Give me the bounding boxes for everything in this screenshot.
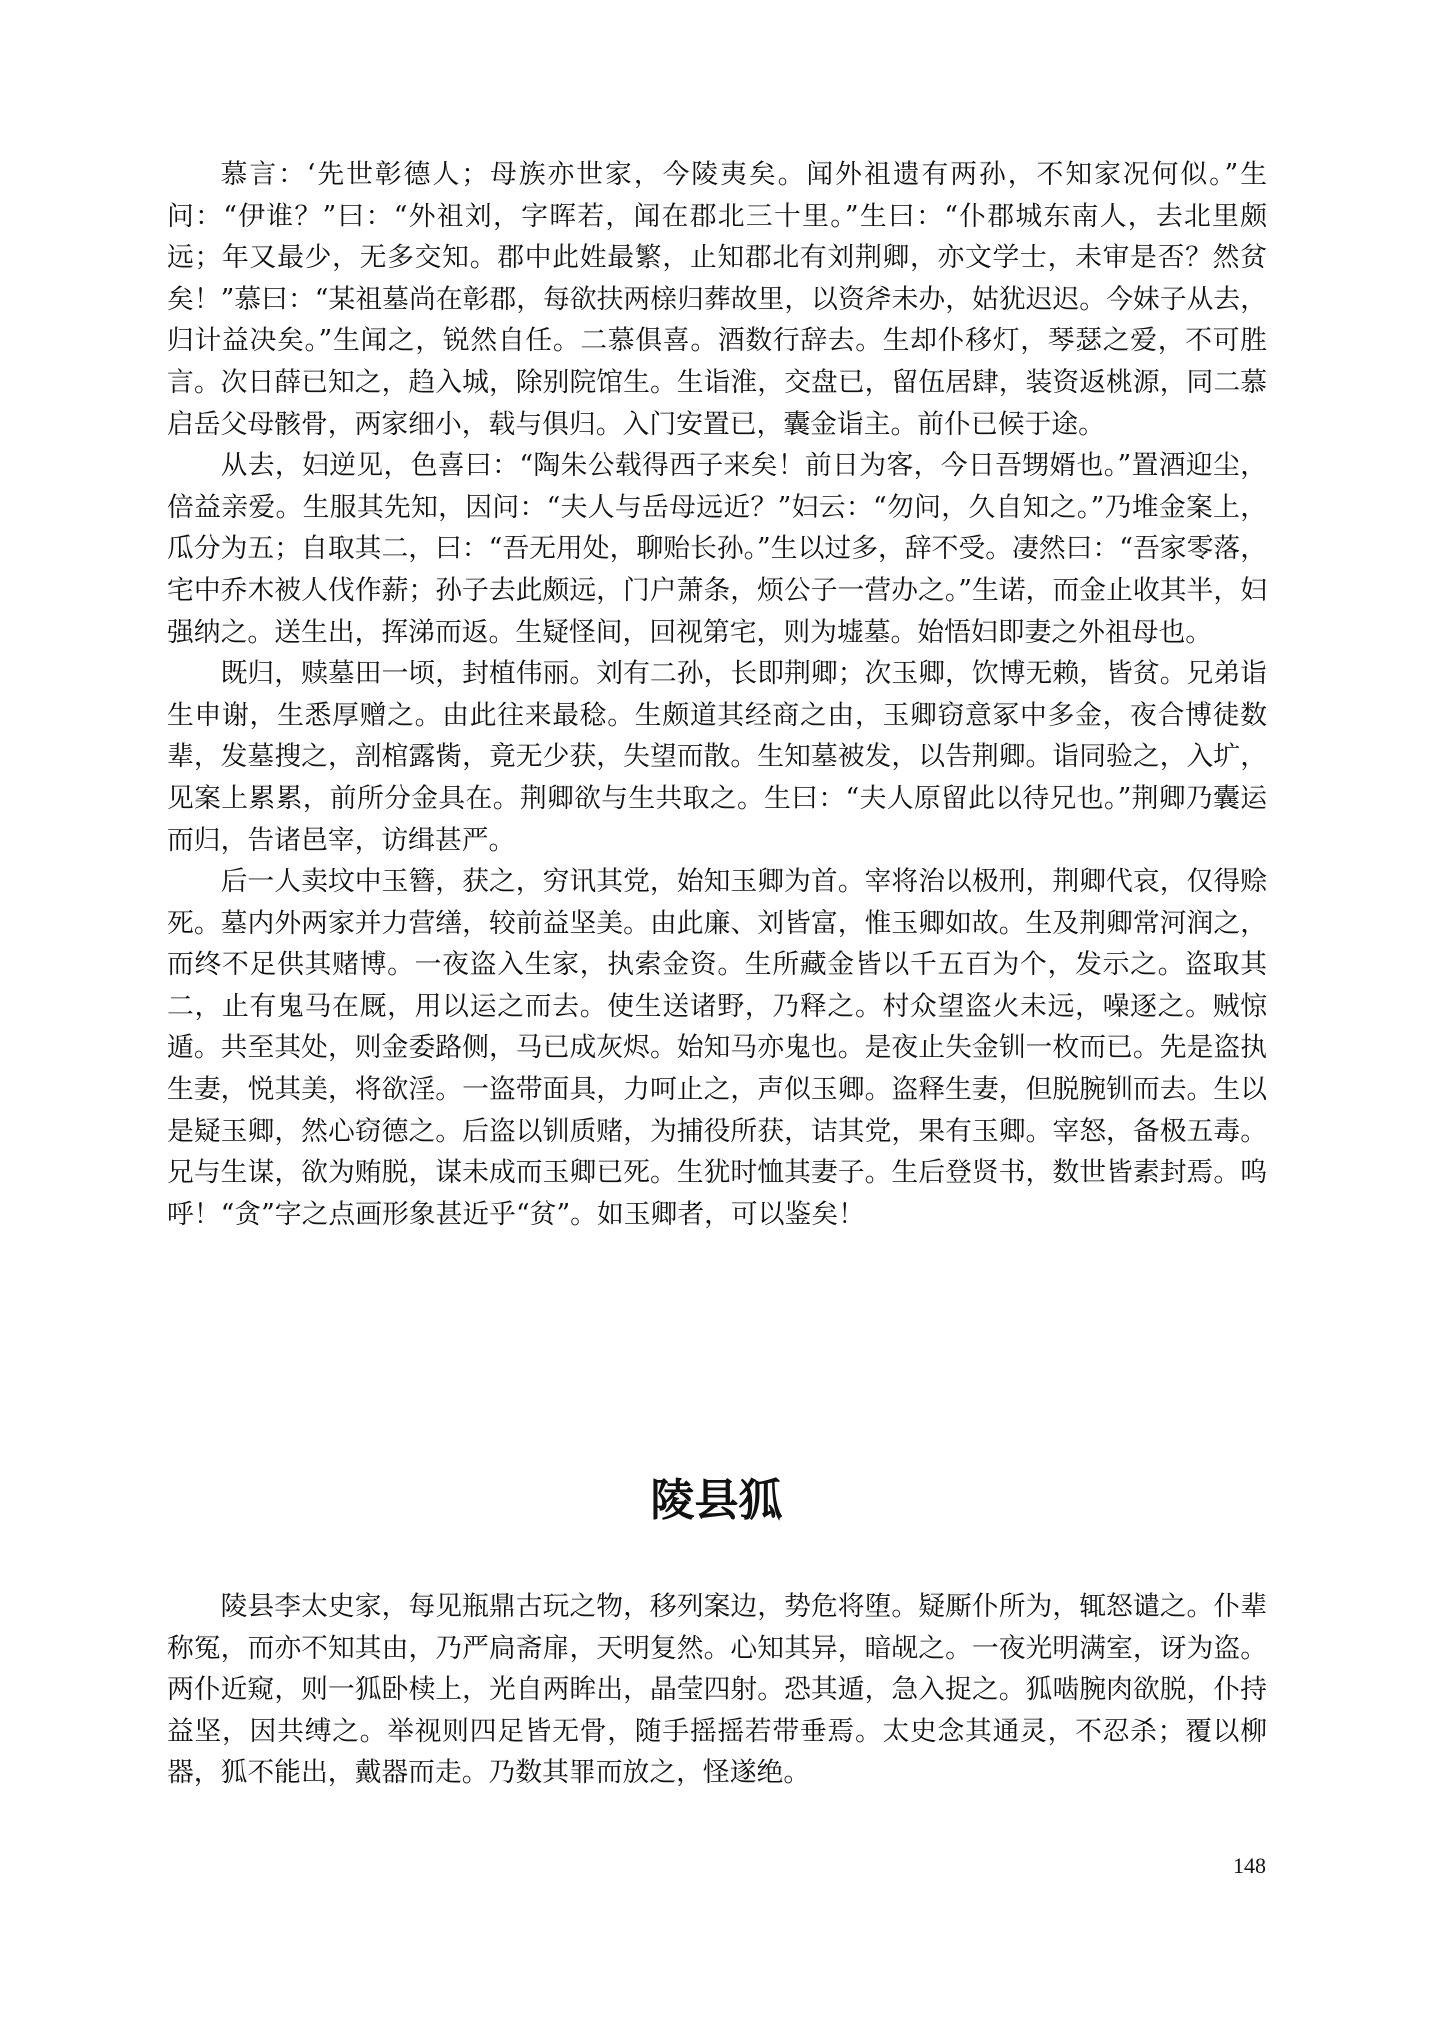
story-continuation xyxy=(167,154,1267,1235)
paragraph: 从去，妇逆见，色喜曰：“陶朱公载得西子来矣！前日为客，今日吾甥婿也。”置酒迎尘，倍益亲爱。生服其先知，因问：“夫人与岳母远近？”妇云：“勿问，久自知之。”乃堆金案上，瓜分为五；自取其二，曰：“吾无用处，聊贻长孙。”生以过多，辞不受。凄然曰：“吾家零落，宅中乔木被人伐作薪；孙子去此颇远，门户萧条，烦公子一营办之。”生诺，而金止收其半，妇强纳之。送生出，挥涕而返。生疑怪间，回视第宅，则为墟墓。始悟妇即妻之外祖母也。 xyxy=(167,450,1267,648)
page-number: 148 xyxy=(1233,1853,1266,1878)
paragraph: 后一人卖坟中玉簪，获之，穷讯其党，始知玉卿为首。宰将治以极刑，荆卿代哀，仅得赊死。墓内外两家并力营缮，较前益坚美。由此廉、刘皆富，惟玉卿如故。生及荆卿常河润之，而终不足供其赌博。一夜盗入生家，执索金资。生所藏金皆以千五百为个，发示之。盗取其二，止有鬼马在厩，用以运之而去。使生送诸野，乃释之。村众望盗火未远，噪逐之。贼惊遁。共至其处，则金委路侧，马已成灰烬。始知马亦鬼也。是夜止失金钏一枚而已。先是盗执生妻，悦其美，将欲淫。一盗带面具，力呵止之，声似玉卿。盗释生妻，但脱腕钏而去。生以是疑玉卿，然心窃德之。后盗以钏质赌，为捕役所获，诘其党，果有玉卿。宰怒，备极五毒。兄与生谋，欲为贿脱，谋未成而玉卿已死。生犹时恤其妻子。生后登贤书，数世皆素封焉。呜呼！“贪”字之点画形象甚近乎“贫”。如玉卿者，可以鉴矣！ xyxy=(167,866,1267,1230)
paragraph: 陵县李太史家，每见瓶鼎古玩之物，移列案边，势危将堕。疑厮仆所为，辄怒谴之。仆辈称冤，而亦不知其由，乃严扃斋扉，天明复然。心知其异，暗觇之。一夜光明满室，讶为盗。两仆近窥，则一狐卧椟上，光自两眸出，晶莹四射。恐其遁，急入捉之。狐啮腕肉欲脱，仆持益坚，因共缚之。举视则四足皆无骨，随手摇摇若带垂焉。太史念其通灵，不忍杀；覆以柳器，狐不能出，戴器而走。乃数其罪而放之，怪遂绝。 xyxy=(167,1591,1267,1789)
paragraph: 慕言：‘先世彰德人；母族亦世家，今陵夷矣。闻外祖遗有两孙，不知家况何似。”生问：“伊谁？”曰：“外祖刘，字晖若，闻在郡北三十里。”生曰：“仆郡城东南人，去北里颇远；年又最少，无多交知。郡中此姓最繁，止知郡北有刘荆卿，亦文学士，未审是否？然贫矣！”慕曰：“某祖墓尚在彰郡，每欲扶两榇归葬故里，以资斧未办，姑犹迟迟。今妹子从去，归计益决矣。”生闻之，锐然自任。二慕俱喜。酒数行辞去。生却仆移灯，琴瑟之爱，不可胜言。次日薛已知之，趋入城，除别院馆生。生诣淮，交盘已，留伍居肆，装资返桃源，同二慕启岳父母骸骨，两家细小，载与俱归。入门安置已，囊金诣主。前仆已候于途。 xyxy=(167,159,1267,440)
paragraph: 既归，赎墓田一顷，封植伟丽。刘有二孙，长即荆卿；次玉卿，饮博无赖，皆贫。兄弟诣生申谢，生悉厚赠之。由此往来最稔。生颇道其经商之由，玉卿窃意冢中多金，夜合博徒数辈，发墓搜之，剖棺露胔，竟无少获，失望而散。生知墓被发，以告荆卿。诣同验之，入圹，见案上累累，前所分金具在。荆卿欲与生共取之。生曰：“夫人原留此以待兄也。”荆卿乃囊运而归，告诸邑宰，访缉甚严。 xyxy=(167,658,1267,856)
story-body xyxy=(167,1586,1267,1794)
chapter-title: 陵县狐 xyxy=(650,1475,783,1526)
